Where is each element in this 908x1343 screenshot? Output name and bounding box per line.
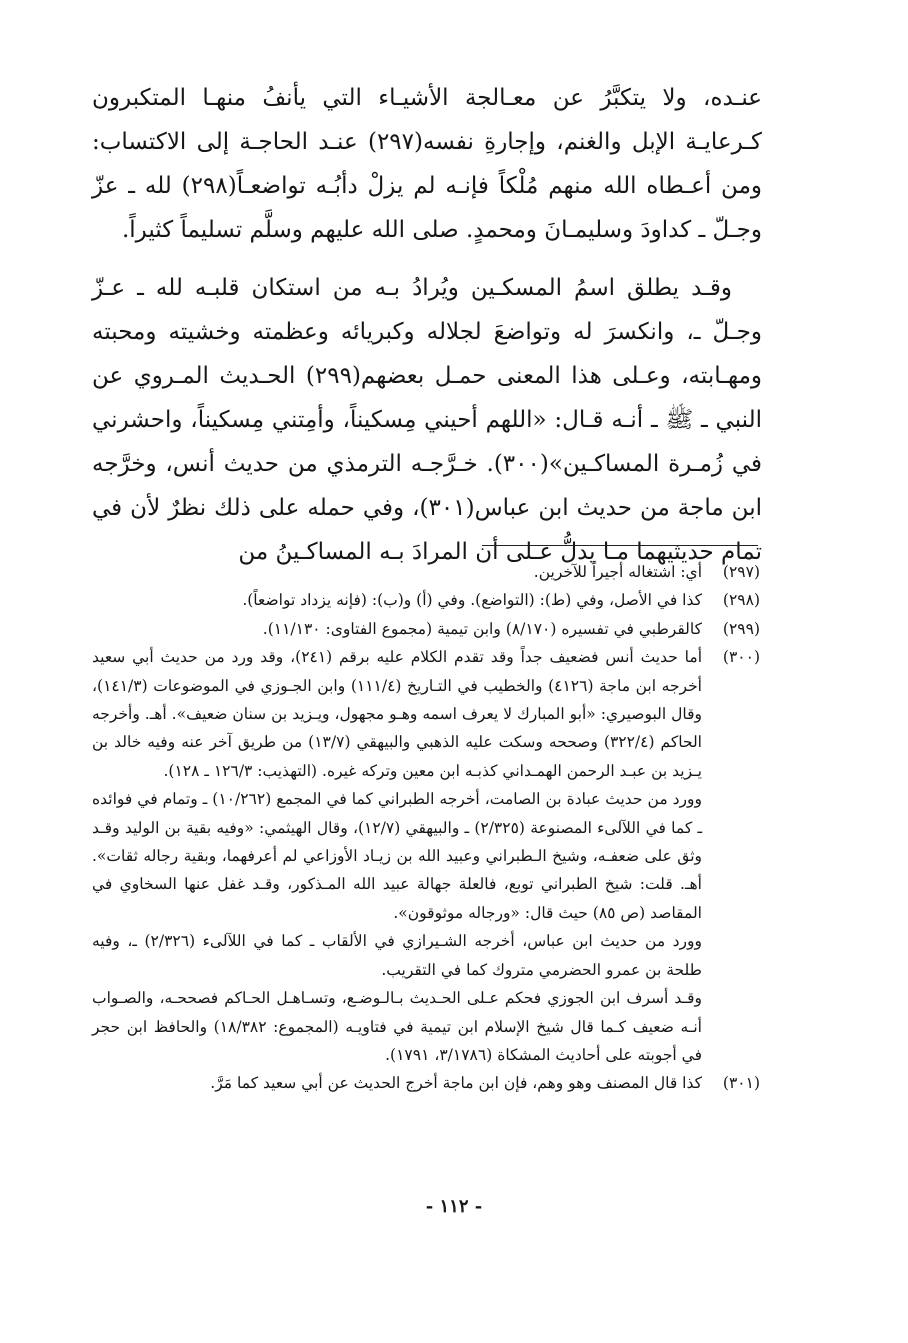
footnote-paragraph: أما حديث أنس فضعيف جداً وقد تقدم الكلام عليه برقم (٢٤١)، وقد ورد من حديث أبي سعيد أخرجه ابن ماجة (٤١٢٦) والخطيب في التـاريخ (١١١/٤) وابن الجـوزي في الموضوعات (١٤١/٣)، وقال البوصيري: «أبو المبارك لا يعرف اسمه وهـو مجهول، ويـزيد بن سنان ضعيف». أهـ. وأخرجه الحاكم (٣٢٢/٤) وصححه وسكت عليه الذهبي والبيهقي (١٣/٧) من طريق آخر عنه وفيه خالد بن يـزيد بن عبـد الرحمن الهمـداني كذبـه ابن معين وتركه غيره. (التهذيب: ١٢٦/٣ ـ ١٢٨). xyxy=(92,648,702,780)
paragraph: وقـد يطلق اسمُ المسكـين ويُرادُ بـه من استكان قلبـه لله ـ عـزّ وجـلّ ـ، وانكسرَ له وتواضعَ لجلاله وكبريائه وعظمته وخشيته ومحبته ومهـابته، وعـلى هذا المعنى حمـل بعضهم(٢٩٩) الحـديث المـروي عن النبي ـ ﷺ ـ أنـه قـال: «اللهم أحيني مِسكيناً، وأمِتني مِسكيناً، واحشرني في زُمـرة المساكـين»(٣٠٠). خـرَّجـه الترمذي من حديث أنس، وخرَّجه ابن ماجة من حديث ابن عباس(٣٠١)، وفي حمله على ذلك نظرٌ لأن في تمام حديثيهما مـا يدلُّ عـلى أن المرادَ بـه المساكـينُ من xyxy=(92,275,762,565)
paragraph: عنـده، ولا يتكبَّرُ عن معـالجة الأشيـاء التي يأنفُ منهـا المتكبرون كـرعايـة الإبل والغنم، وإجارةِ نفسه(٢٩٧) عنـد الحاجـة إلى الاكتساب: ومن أعـطاه الله منهم مُلْكاً فإنـه لم يزلْ دأبُـه تواضعـاً(٢٩٨) لله ـ عزّ وجـلّ ـ كداودَ وسليمـانَ ومحمدٍ. صلى الله عليهم وسلَّم تسليماً كثيراً. xyxy=(92,85,762,243)
footnote-paragraph: كذا قال المصنف وهو وهم، فإن ابن ماجة أخرج الحديث عن أبي سعيد كما مَرَّ. xyxy=(210,1074,702,1093)
footnote-separator xyxy=(482,545,758,546)
footnote-number: (٢٩٧) xyxy=(722,563,760,581)
footnote-300 xyxy=(92,643,760,1069)
footnote-number: (٣٠٠) xyxy=(722,648,760,667)
footnote-text xyxy=(92,643,702,1069)
footnote-text xyxy=(92,615,702,643)
footnote-paragraph: أي: اشتغاله أجيراً للآخرين. xyxy=(533,563,702,581)
footnote-paragraph: كالقرطبي في تفسيره (٨/١٧٠) وابن تيمية (مجموع الفتاوى: ١١/١٣٠). xyxy=(262,619,702,638)
footnote-text xyxy=(92,558,702,586)
footnote-paragraph: وقـد أسرف ابن الجوزي فحكم عـلى الحـديث بـالـوضـع، وتسـاهـل الحـاكم فصححـه، والصـواب أنـه ضعيف كـما قال شيخ الإسلام ابن تيمية في فتاويـه (المجموع: ١٨/٣٨٢) والحافظ ابن حجر في أجوبته على أحاديث المشكاة (٣/١٧٨٦، ١٧٩١). xyxy=(92,989,702,1064)
footnote-301 xyxy=(92,1069,760,1097)
footnote-number: (٣٠١) xyxy=(722,1074,760,1093)
footnote-number: (٢٩٩) xyxy=(722,619,760,638)
footnote-text xyxy=(92,586,702,614)
footnote-paragraph: وورد من حديث ابن عباس، أخرجه الشـيرازي في الألقاب ـ كما في اللآلىء (٢/٣٢٦) ـ، وفيه طلحة بن عمرو الحضرمي متروك كما في التقريب. xyxy=(92,932,702,979)
footnote-298 xyxy=(92,586,760,614)
footnote-number: (٢٩٨) xyxy=(722,591,760,610)
main-text xyxy=(92,76,762,574)
footnote-299 xyxy=(92,615,760,643)
footnote-paragraph: كذا في الأصل، وفي (ط): (التواضع). وفي (أ) و(ب): (فإنه يزداد تواضعاً). xyxy=(242,591,702,610)
footnote-text xyxy=(92,1069,702,1097)
footnotes xyxy=(92,558,760,1098)
footnote-paragraph: وورد من حديث عبادة بن الصامت، أخرجه الطبراني كما في المجمع (١٠/٢٦٢) ـ وتمام في فوائده ـ كما في اللآلىء المصنوعة (٢/٣٢٥) ـ والبيهقي (١٢/٧)، وقال الهيثمي: «وفيه بقية بن الوليد وقـد وثق على ضعفـه، وشيخ الـطبراني وعبيد الله بن زيـاد الأوزاعي لم أعرفهما، وبقية رجاله ثقات». أهـ. قلت: شيخ الطبراني توبع، فالعلة جهالة عبيد الله المـذكور، وقـد غفل عنها السخاوي في المقاصد (ص ٨٥) حيث قال: «ورجاله موثوقون». xyxy=(92,790,702,922)
footnote-297 xyxy=(92,558,760,586)
page-number: - ١١٢ - xyxy=(425,1196,483,1217)
